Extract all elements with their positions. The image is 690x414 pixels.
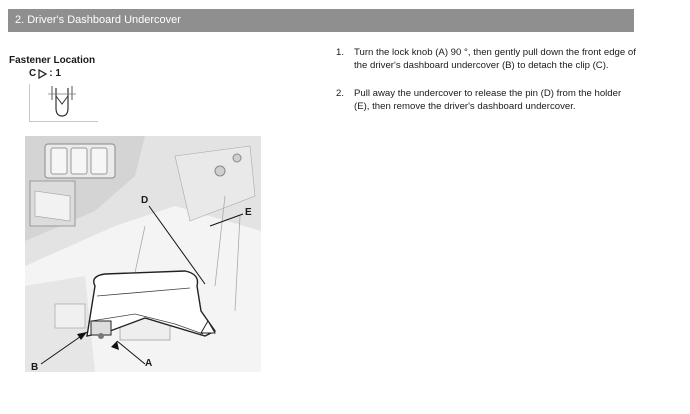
dashboard-illustration-svg bbox=[25, 136, 261, 372]
fastener-letter: C bbox=[29, 68, 37, 79]
step-number: 2. bbox=[336, 88, 345, 99]
section-title: 2. Driver's Dashboard Undercover bbox=[15, 14, 181, 26]
callout-a: A bbox=[145, 358, 153, 369]
callout-e: E bbox=[245, 207, 252, 218]
fastener-count: : 1 bbox=[49, 68, 61, 79]
clip-icon bbox=[30, 84, 98, 121]
step-text: Turn the lock knob (A) 90 °, then gently pull down the front edge of the driver's dashboard undercover (B) to detach the clip (C). bbox=[354, 47, 636, 71]
fastener-symbol bbox=[29, 68, 61, 79]
dashboard-undercover-illustration bbox=[25, 136, 261, 372]
step-text: Pull away the undercover to release the pin (D) from the holder (E), then remove the driver's dashboard undercover. bbox=[354, 88, 622, 112]
procedure-step bbox=[336, 88, 636, 113]
procedure-steps bbox=[336, 47, 636, 129]
section-header bbox=[8, 9, 634, 32]
triangle-marker-icon bbox=[38, 69, 47, 79]
clip-diagram bbox=[29, 84, 98, 122]
callout-b: B bbox=[31, 362, 39, 373]
fastener-location-title: Fastener Location bbox=[9, 55, 96, 66]
callout-d: D bbox=[141, 195, 149, 206]
step-number: 1. bbox=[336, 47, 345, 58]
procedure-step bbox=[336, 47, 636, 72]
